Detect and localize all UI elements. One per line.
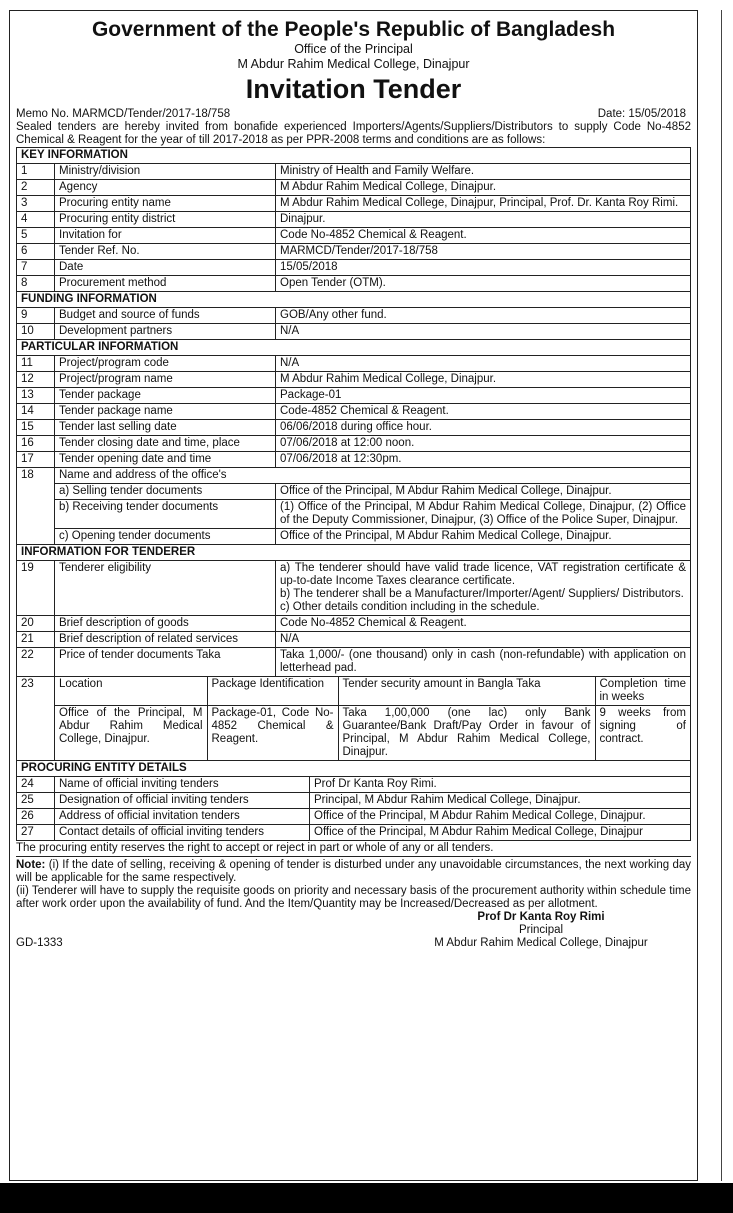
- signatory-designation: Principal: [518, 924, 564, 936]
- table-row: 18 Name and address of the office's: [17, 468, 691, 484]
- government-title: Government of the People's Republic of Bangladesh: [91, 18, 616, 41]
- signature-block: [16, 911, 691, 961]
- section-tenderer: INFORMATION FOR TENDERER: [17, 545, 691, 561]
- table-row: 15 Tender last selling date 06/06/2018 during office hour.: [17, 420, 691, 436]
- college-name: M Abdur Rahim Medical College, Dinajpur: [237, 57, 470, 71]
- table-row: 13 Tender package Package-01: [17, 388, 691, 404]
- table-row: 14 Tender package name Code-4852 Chemical & Reagent.: [17, 404, 691, 420]
- right-margin-line: [721, 10, 722, 1181]
- table-row: 2 Agency M Abdur Rahim Medical College, Dinajpur.: [17, 180, 691, 196]
- table-row: 3 Procuring entity name M Abdur Rahim Medical College, Dinajpur, Principal, Prof. Dr. Kanta Roy Rimi.: [17, 196, 691, 212]
- procuring-table: [16, 776, 691, 841]
- table-row: 24 Name of official inviting tenders Prof Dr Kanta Roy Rimi.: [17, 777, 691, 793]
- memo-date: Date: 15/05/2018: [597, 108, 686, 120]
- table-row: 20 Brief description of goods Code No-4852 Chemical & Reagent.: [17, 616, 691, 632]
- office-name: Office of the Principal: [294, 42, 413, 56]
- table-row: 22 Price of tender documents Taka Taka 1,000/- (one thousand) only in cash (non-refundable) with application on letterhead pad.: [17, 648, 691, 677]
- note-1: [16, 859, 691, 885]
- table-row: 12 Project/program name M Abdur Rahim Medical College, Dinajpur.: [17, 372, 691, 388]
- note-label: Note:: [16, 859, 46, 871]
- table-row: 19 Tenderer eligibility a) The tenderer should have valid trade licence, VAT registration certificate & up-to-date Income Taxes clearance certificate. b) The tenderer shall be a Manufacturer/Importer/Agent/ Suppliers/ Distributors. c) Other details condition including in the schedule.: [17, 561, 691, 616]
- table-row: 9 Budget and source of funds GOB/Any other fund.: [17, 308, 691, 324]
- section-procuring: PROCURING ENTITY DETAILS: [17, 761, 691, 777]
- section-key: KEY INFORMATION: [17, 148, 691, 164]
- signatory-college: M Abdur Rahim Medical College, Dinajpur: [434, 937, 648, 949]
- table-row: 7 Date 15/05/2018: [17, 260, 691, 276]
- memo-number: Memo No. MARMCD/Tender/2017-18/758: [16, 108, 231, 120]
- table-row: a) Selling tender documents Office of the Principal, M Abdur Rahim Medical College, Dinajpur.: [17, 484, 691, 500]
- tender-table: [16, 147, 691, 777]
- note-2: (ii) Tenderer will have to supply the requisite goods on priority and necessary basis of the procurement authority within schedule time after work order upon the availability of fund. And the Item/Quantity may be Increased/Decreased as per allotment.: [16, 885, 691, 910]
- table-row: 6 Tender Ref. No. MARMCD/Tender/2017-18/758: [17, 244, 691, 260]
- table-row: 1 Ministry/division Ministry of Health and Family Welfare.: [17, 164, 691, 180]
- table-row: 17 Tender opening date and time 07/06/2018 at 12:30pm.: [17, 452, 691, 468]
- memo-row: [16, 108, 691, 121]
- table-row-23: 23 Location Package Identification Tender security amount in Bangla Taka Completion time in weeks Office of the Principal, M Abdur Rahim Medical College, Dinajpur. Package-01, Code No-4852 Chemical & Reagent. Taka 1,00,000 (one lac) only Bank Guarantee/Bank Draft/Pay Order in favour of Principal, M Abdur Rahim Medical College, Dinajpur. 9 weeks from signing of contract.: [17, 677, 691, 761]
- table-row: 21 Brief description of related services N/A: [17, 632, 691, 648]
- table-row: c) Opening tender documents Office of the Principal, M Abdur Rahim Medical College, Dinajpur.: [17, 529, 691, 545]
- reserve-statement: The procuring entity reserves the right to accept or reject in part or whole of any or all tenders.: [16, 841, 691, 857]
- note-1-text: (i) If the date of selling, receiving & opening of tender is disturbed under any unavoidable circumstances, the next working day will be applicable for the same respectively.: [16, 859, 691, 884]
- table-row: 26 Address of official invitation tenders Office of the Principal, M Abdur Rahim Medical College, Dinajpur.: [17, 809, 691, 825]
- table-row: 25 Designation of official inviting tenders Principal, M Abdur Rahim Medical College, Dinajpur.: [17, 793, 691, 809]
- eligibility-b: b) The tenderer shall be a Manufacturer/Importer/Agent/ Suppliers/ Distributors.: [280, 588, 684, 600]
- table-row: 8 Procurement method Open Tender (OTM).: [17, 276, 691, 292]
- gd-number: GD-1333: [16, 937, 63, 949]
- section-particular: PARTICULAR INFORMATION: [17, 340, 691, 356]
- signatory-name: Prof Dr Kanta Roy Rimi: [477, 911, 605, 923]
- table-row: b) Receiving tender documents (1) Office of the Principal, M Abdur Rahim Medical College, Dinajpur, (2) Office of the Deputy Commissioner, Dinajpur, (3) Office of the Police Super, Dinajpur.: [17, 500, 691, 529]
- eligibility-a: a) The tenderer should have valid trade licence, VAT registration certificate & up-to-date Income Taxes clearance certificate.: [280, 562, 686, 587]
- eligibility-c: c) Other details condition including in the schedule.: [280, 601, 540, 613]
- table-row: 11 Project/program code N/A: [17, 356, 691, 372]
- security-table: Location Package Identification Tender security amount in Bangla Taka Completion time in weeks Office of the Principal, M Abdur Rahim Medical College, Dinajpur. Package-01, Code No-4852 Chemical & Reagent. Taka 1,00,000 (one lac) only Bank Guarantee/Bank Draft/Pay Order in favour of Principal, M Abdur Rahim Medical College, Dinajpur. 9 weeks from signing of contract.: [55, 677, 690, 760]
- table-row: 4 Procuring entity district Dinajpur.: [17, 212, 691, 228]
- section-funding: FUNDING INFORMATION: [17, 292, 691, 308]
- tender-notice: [9, 10, 698, 1181]
- table-row: 27 Contact details of official inviting tenders Office of the Principal, M Abdur Rahim Medical College, Dinajpur: [17, 825, 691, 841]
- notice-title: Invitation Tender: [245, 74, 462, 104]
- intro-paragraph: Sealed tenders are hereby invited from bonafide experienced Importers/Agents/Suppliers/Distributors to supply Code No-4852 Chemical & Reagent for the year of till 2017-2018 as per PPR-2008 terms and conditions are as follows:: [16, 121, 691, 146]
- bottom-black-bar: [0, 1183, 733, 1213]
- table-row: 5 Invitation for Code No-4852 Chemical & Reagent.: [17, 228, 691, 244]
- table-row: 10 Development partners N/A: [17, 324, 691, 340]
- table-row: 16 Tender closing date and time, place 07/06/2018 at 12:00 noon.: [17, 436, 691, 452]
